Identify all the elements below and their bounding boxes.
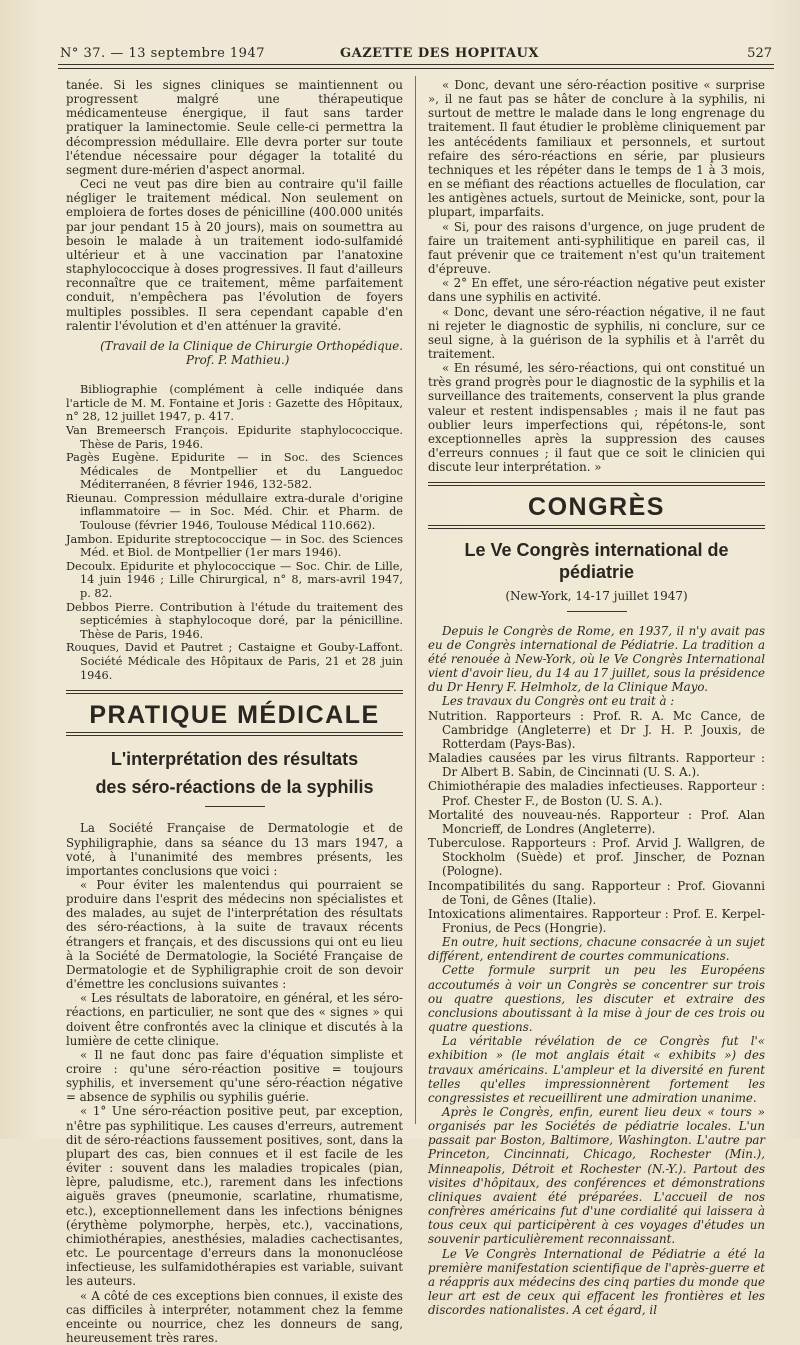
list-item: Maladies causées par les virus filtrants. Rapporteur : Dr Albert B. Sabin, de Cincinnati (U. S. A.). xyxy=(428,751,765,779)
list-item: Incompatibilités du sang. Rapporteur : Prof. Giovanni de Toni, de Gênes (Italie). xyxy=(428,879,765,907)
journal-title: GAZETTE DES HOPITAUX xyxy=(340,46,539,61)
signature-author: Prof. P. Mathieu.) xyxy=(66,353,403,367)
bibliography-entry: Pagès Eugène. Epidurite — in Soc. des Sciences Médicales de Montpellier et du Languedoc Méditerranéen, 8 février 1946, 132-582. xyxy=(66,451,403,492)
topic-list xyxy=(428,709,765,936)
title-rule xyxy=(205,806,265,807)
paragraph: Les travaux du Congrès ont eu trait à : xyxy=(428,694,765,708)
header-rule-thin xyxy=(58,68,774,69)
paragraph: « Les résultats de laboratoire, en général, et les séro-réactions, en particulier, ne sont que des « signes » qui doivent être confrontés avec la clinique et discutés à la lumière de cette clinique. xyxy=(66,991,403,1048)
paragraph: tanée. Si les signes cliniques se maintiennent ou progressent malgré une thérapeutique médicamenteuse énergique, il faut sans tarder pratiquer la laminectomie. Seule celle-ci permettra la décompression médullaire. Elle devra porter sur toute l'étendue nécessaire pour dégager la totalité du segment dure-mérien d'aspect anormal. xyxy=(66,78,403,177)
paragraph: En outre, huit sections, chacune consacrée à un sujet différent, entendirent de courtes communications. xyxy=(428,935,765,963)
article-subtitle: (New-York, 14-17 juillet 1947) xyxy=(428,589,765,603)
paragraph: Ceci ne veut pas dire bien au contraire qu'il faille négliger le traitement médical. Non seulement on emploiera de fortes doses de pénicilline (400.000 unités par jour pendant 15 à 20 jours), mais on soumettra au besoin le malade à un traitement iodo-sulfamidé ultérieur et à une vaccination par l'anatoxine staphylococcique à doses progressives. Il faut d'ailleurs reconnaître que ce traitement, même parfaitement conduit, n'empêchera pas l'évolution de foyers multiples possibles. Il sera cependant capable d'en ralentir l'évolution et d'en atténuer la gravité. xyxy=(66,177,403,333)
section-rule xyxy=(66,732,403,736)
article-title: Le Ve Congrès international de pédiatrie xyxy=(428,539,765,583)
column-divider xyxy=(415,76,416,1124)
bibliography-entry: Jambon. Epidurite streptococcique — in Soc. des Sciences Méd. et Biol. de Montpellier (1er mars 1946). xyxy=(66,533,403,560)
list-item: Mortalité des nouveau-nés. Rapporteur : Prof. Alan Moncrieff, de Londres (Angleterre). xyxy=(428,808,765,836)
article-title-line2: des séro-réactions de la syphilis xyxy=(66,776,403,798)
article-title-line1: L'interprétation des résultats xyxy=(66,748,403,770)
issue-date: N° 37. — 13 septembre 1947 xyxy=(60,46,265,61)
list-item: Chimiothérapie des maladies infectieuses. Rapporteur : Prof. Chester F., de Boston (U. S. A.). xyxy=(428,779,765,807)
page-number: 527 xyxy=(747,46,772,61)
section-heading: CONGRÈS xyxy=(428,500,765,514)
paragraph: « 2° En effet, une séro-réaction négative peut exister dans une syphilis en activité. xyxy=(428,276,765,304)
bibliography-entry: Van Bremeersch François. Epidurite staphylococcique. Thèse de Paris, 1946. xyxy=(66,424,403,451)
section-rule xyxy=(66,690,403,694)
bibliography-entry: Decoulx. Epidurite et phylococcique — Soc. Chir. de Lille, 14 juin 1946 ; Lille Chirurgical, n° 8, mars-avril 1947, p. 82. xyxy=(66,560,403,601)
left-column xyxy=(66,78,403,1345)
paragraph: « 1° Une séro-réaction positive peut, par exception, n'être pas syphilitique. Les causes d'erreurs, autrement dit de séro-réactions faussement positives, sont, dans la plupart des cas, bien connues et il est facile de les éviter : souvent dans les maladies tropicales (pian, lèpre, paludisme, etc.), rarement dans les infections aiguës graves (pneumonie, scarlatine, rhumatisme, etc.), exceptionnellement dans les infections bénignes (érythème polymorphe, herpès, etc.), vaccinations, chimiothérapies, anesthésies, maladies cachectisantes, etc. Le pourcentage d'erreurs dans la mononucléose infectieuse, les sulfamidothérapies est variable, suivant les auteurs. xyxy=(66,1104,403,1288)
bibliography-intro: Bibliographie (complément à celle indiquée dans l'article de M. M. Fontaine et Joris : Gazette des Hôpitaux, n° 28, 12 juillet 1947, p. 417. xyxy=(66,383,403,424)
bibliography-entry: Debbos Pierre. Contribution à l'étude du traitement des septicémies à staphylocoque doré, par la pénicilline. Thèse de Paris, 1946. xyxy=(66,601,403,642)
section-rule xyxy=(428,482,765,486)
list-item: Nutrition. Rapporteurs : Prof. R. A. Mc Cance, de Cambridge (Angleterre) et Dr J. H. P. Jouxis, de Rotterdam (Pays-Bas). xyxy=(428,709,765,751)
bibliography-entry: Rieunau. Compression médullaire extra-durale d'origine inflammatoire — in Soc. Méd. Chir. et Pharm. de Toulouse (février 1946, Toulouse Médical 110.662). xyxy=(66,492,403,533)
right-column xyxy=(428,78,765,1317)
paragraph: Après le Congrès, enfin, eurent lieu deux « tours » organisés par les Sociétés de pédiatrie locales. L'un passait par Boston, Baltimore, Washington. L'autre par Princeton, Cincinnati, Chicago, Rochester (Min.), Minneapolis, Détroit et Rochester (N.-Y.). Partout des visites d'hôpitaux, des conférences et démonstrations cliniques avaient été préparées. L'accueil de nos confrères américains fut d'une cordialité qui laissera à tous ceux qui participèrent à ces voyages d'études un souvenir particulièrement reconnaissant. xyxy=(428,1105,765,1247)
paragraph: « A côté de ces exceptions bien connues, il existe des cas difficiles à interpréter, notamment chez la femme enceinte ou nourrice, chez les donneurs de sang, heureusement très rares. xyxy=(66,1289,403,1345)
bibliography xyxy=(66,383,403,682)
paragraph: « Donc, devant une séro-réaction positive « surprise », il ne faut pas se hâter de conclure à la syphilis, ni surtout de mettre le malade dans le long engrenage du traitement. Il faut étudier le problème cliniquement par les antécédents familiaux et personnels, et surtout refaire des séro-réactions en série, par plusieurs techniques et les répéter dans le temps de 1 à 3 mois, en se méfiant des réactions actuelles de floculation, car les antigènes actuels, surtout de Meinicke, sont, pour la plupart, imparfaits. xyxy=(428,78,765,220)
paragraph: « En résumé, les séro-réactions, qui ont constitué un très grand progrès pour le diagnostic de la syphilis et la surveillance des traitements, conservent la plus grande valeur et restent indispensables ; mais il ne faut pas oublier leurs imperfections qui, répétons-le, sont exceptionnelles après la suppression des causes d'erreurs connues ; il faut que ce soit le clinicien qui discute leur interprétation. » xyxy=(428,361,765,474)
paragraph: Depuis le Congrès de Rome, en 1937, il n'y avait pas eu de Congrès international de Pédiatrie. La tradition a été renouée à New-York, où le Ve Congrès International vient d'avoir lieu, du 14 au 17 juillet, sous la présidence du Dr Henry F. Helmholz, de la Clinique Mayo. xyxy=(428,624,765,695)
paragraph: « Si, pour des raisons d'urgence, on juge prudent de faire un traitement anti-syphilitique en pareil cas, il faut prévenir que ce traitement n'est qu'un traitement d'épreuve. xyxy=(428,220,765,277)
bibliography-entry: Rouques, David et Pautret ; Castaigne et Gouby-Laffont. Société Médicale des Hôpitaux de Paris, 21 et 28 juin 1946. xyxy=(66,641,403,682)
paragraph: Cette formule surprit un peu les Européens accoutumés à voir un Congrès se concentrer sur trois ou quatre questions, les discuter et extraire des conclusions aboutissant à la mise à jour de ces trois ou quatre questions. xyxy=(428,963,765,1034)
paragraph: « Pour éviter les malentendus qui pourraient se produire dans l'esprit des médecins non spécialistes et des malades, au sujet de l'interprétation des résultats des séro-réactions, à la suite de travaux récents étrangers et français, et des discussions qui ont eu lieu à la Société de Dermatologie, la Société Française de Dermatologie et de Syphiligraphie croit de son devoir d'émettre les conclusions suivantes : xyxy=(66,878,403,991)
paragraph: La Société Française de Dermatologie et de Syphiligraphie, dans sa séance du 13 mars 1947, a voté, à l'unanimité des membres présents, les importantes conclusions que voici : xyxy=(66,821,403,878)
title-rule xyxy=(567,611,627,612)
paragraph: « Il ne faut donc pas faire d'équation simpliste et croire : qu'une séro-réaction positive = toujours syphilis, et inversement qu'une séro-réaction négative = absence de syphilis ou syphilis guérie. xyxy=(66,1048,403,1105)
section-rule xyxy=(428,525,765,529)
paragraph: Le Ve Congrès International de Pédiatrie a été la première manifestation scientifique de l'après-guerre et a réappris aux médecins des cinq parties du monde que leur art est de ceux qui effacent les frontières et les discordes nationalistes. A cet égard, il xyxy=(428,1247,765,1318)
paragraph: La véritable révélation de ce Congrès fut l'« exhibition » (le mot anglais était « exhibits ») des travaux américains. L'ampleur et la diversité en furent telles qu'elles impressionnèrent fortement les congressistes et recueillirent une admiration unanime. xyxy=(428,1034,765,1105)
signature-line: (Travail de la Clinique de Chirurgie Orthopédique. xyxy=(66,339,403,353)
list-item: Intoxications alimentaires. Rapporteur : Prof. E. Kerpel-Fronius, de Pecs (Hongrie). xyxy=(428,907,765,935)
header-rule xyxy=(58,64,774,65)
section-heading: PRATIQUE MÉDICALE xyxy=(66,708,403,722)
paragraph: « Donc, devant une séro-réaction négative, il ne faut ni rejeter le diagnostic de syphilis, ni conclure, sur ce seul signe, à la guérison de la syphilis et à l'arrêt du traitement. xyxy=(428,305,765,362)
page-header xyxy=(60,46,772,64)
list-item: Tuberculose. Rapporteurs : Prof. Arvid J. Wallgren, de Stockholm (Suède) et prof. Jinscher, de Poznan (Pologne). xyxy=(428,836,765,878)
